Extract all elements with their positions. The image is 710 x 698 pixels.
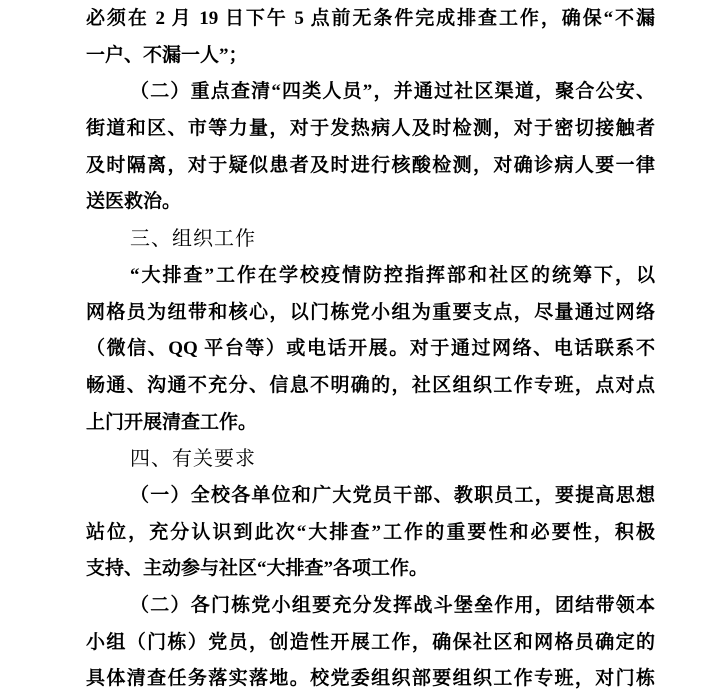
section-heading-line: 四、有关要求	[130, 448, 256, 471]
text-line: “大排查”工作在学校疫情防控指挥部和社区的统筹下，以	[130, 264, 655, 286]
text-line: （二）各门栋党小组要充分发挥战斗堡垒作用，团结带领本	[130, 595, 655, 616]
text-line: 具体清查任务落实落地。校党委组织部要组织工作专班，对门栋	[86, 668, 655, 690]
section-heading-line: 三、组织工作	[130, 228, 256, 251]
text-line: 一户、不漏一人”；	[86, 44, 248, 66]
text-line: 支持、主动参与社区“大排查”各项工作。	[86, 558, 429, 580]
text-line: 站位，充分认识到此次“大排查”工作的重要性和必要性，积极	[86, 521, 655, 543]
text-line: （二）重点查清“四类人员”，并通过社区渠道，聚合公安、	[130, 81, 655, 103]
text-line: 送医救治。	[86, 191, 182, 213]
text-line: 小组（门栋）党员，创造性开展工作，确保社区和网格员确定的	[86, 631, 655, 653]
text-line: （一）全校各单位和广大党员干部、教职员工，要提高思想	[130, 484, 655, 506]
text-line: 畅通、沟通不充分、信息不明确的，社区组织工作专班，点对点	[86, 374, 655, 396]
document-body	[86, 1, 655, 698]
text-line: 上门开展清查工作。	[86, 411, 258, 433]
text-line: 网格员为纽带和核心，以门栋党小组为重要支点，尽量通过网络	[86, 301, 655, 323]
text-line: （微信、QQ 平台等）或电话开展。对于通过网络、电话联系不	[86, 338, 655, 360]
text-line: 必须在 2 月 19 日下午 5 点前无条件完成排查工作，确保“不漏	[86, 8, 655, 29]
text-line: 街道和区、市等力量，对于发热病人及时检测，对于密切接触者	[86, 118, 655, 140]
text-line: 及时隔离，对于疑似患者及时进行核酸检测，对确诊病人要一律	[86, 154, 655, 176]
